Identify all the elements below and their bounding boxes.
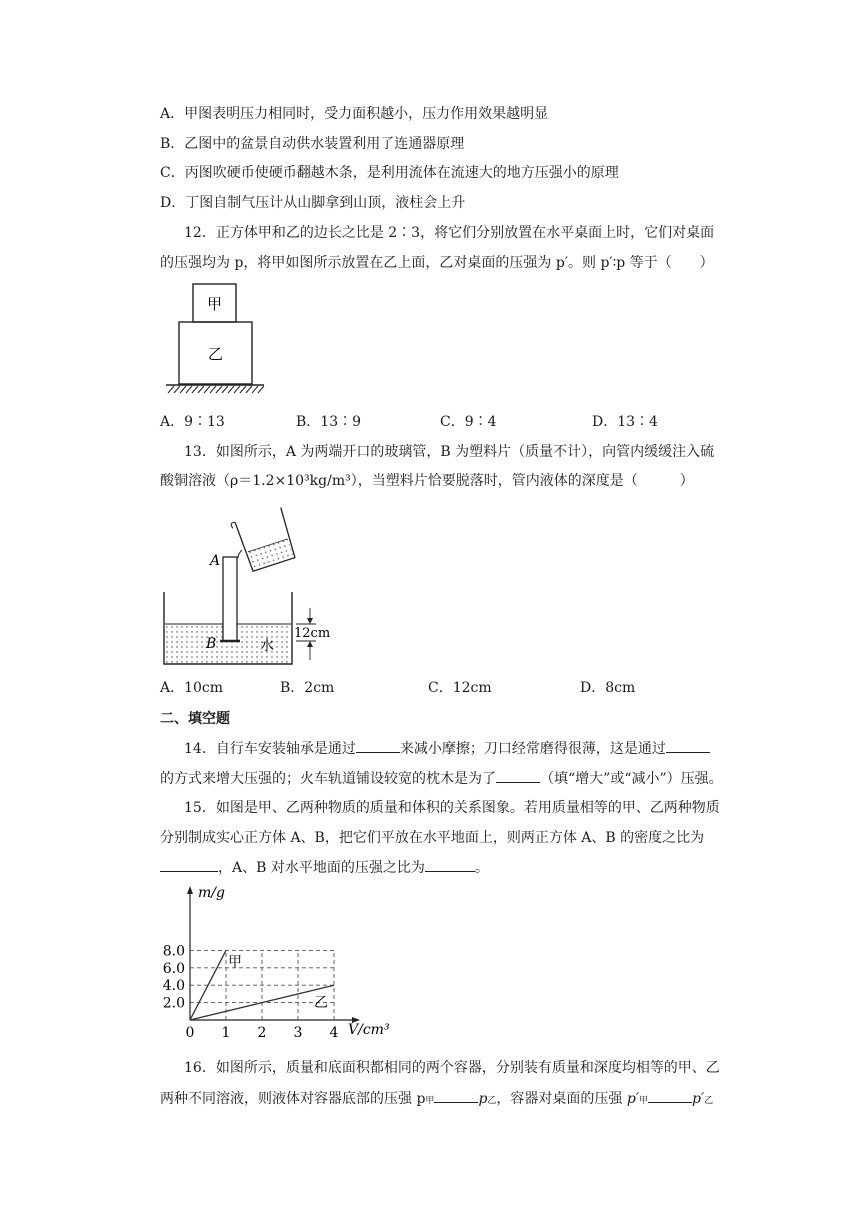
q16-sub-yi-2: 乙 xyxy=(704,1096,714,1106)
glass-tube xyxy=(223,557,237,641)
q16-text-1: 两种不同溶液，则液体对容器底部的压强 p xyxy=(160,1091,426,1107)
q16-sub-jia-2: 甲 xyxy=(639,1096,649,1106)
x-axis-label: V/cm³ xyxy=(348,1022,390,1038)
q13-options xyxy=(160,678,720,698)
q14-blank-3[interactable] xyxy=(496,768,540,783)
q16-blank-2[interactable] xyxy=(648,1088,692,1103)
q14-line1 xyxy=(184,738,710,759)
q13-option-b: B．2cm xyxy=(280,680,335,696)
y-tick-label-6.0: 6.0 xyxy=(162,960,185,977)
q11-option-d: D．丁图自制气压计从山脚拿到山顶，液柱会上升 xyxy=(160,195,466,211)
q15-text-2: 。 xyxy=(474,860,489,876)
q12-option-c: C．9∶4 xyxy=(440,414,497,430)
x-tick-label-3: 3 xyxy=(293,1025,303,1041)
q15-blank-2[interactable] xyxy=(425,857,475,872)
table-hatch xyxy=(168,386,264,393)
label-a: A xyxy=(210,553,221,569)
q12-blocks-figure xyxy=(160,282,270,394)
pour-stream xyxy=(238,550,242,558)
q11-option-c: C．丙图吹硬币使硬币翻越木条，是利用流体在流速大的地方压强小的原理 xyxy=(160,165,619,181)
q12-option-b: B．13∶9 xyxy=(296,414,362,430)
y-axis-arrow xyxy=(187,886,193,894)
y-axis-label: m/g xyxy=(198,885,225,901)
q15-stem-line1: 15．如图是甲、乙两种物质的质量和体积的关系图象。若用质量相等的甲、乙两种物质 xyxy=(184,800,720,816)
q14-text-1: 14．自行车安装轴承是通过 xyxy=(184,741,356,757)
section-title: 二、填空题 xyxy=(160,711,230,727)
q11-option-b: B．乙图中的盆景自动供水装置利用了连通器原理 xyxy=(160,136,465,152)
y-tick-label-4.0: 4.0 xyxy=(162,978,185,995)
mass-volume-chart xyxy=(160,884,400,1044)
q15-stem-line2: 分别制成实心正方体 A、B，把它们平放在水平地面上，则两正方体 A、B 的密度之比为 xyxy=(160,830,705,846)
q16-pprime-jia: p′ xyxy=(626,1091,640,1107)
label-b: B xyxy=(206,636,217,652)
x-tick-label-4: 4 xyxy=(329,1025,339,1041)
block-jia-label: 甲 xyxy=(206,295,223,313)
q15-blank-1[interactable] xyxy=(160,857,218,872)
q14-blank-2[interactable] xyxy=(666,738,710,753)
q14-text-3: 的方式来增大压强的；火车轨道铺设较宽的枕木是为了 xyxy=(160,771,496,787)
q16-blank-1[interactable] xyxy=(434,1088,478,1103)
label-depth: 12cm xyxy=(294,626,330,641)
label-water: 水 xyxy=(260,638,274,654)
q11-option-a: A．甲图表明压力相同时，受力面积越小，压力作用效果越明显 xyxy=(160,106,549,122)
x-tick-label-0: 0 xyxy=(185,1025,195,1041)
q15-line3 xyxy=(160,857,489,878)
q15-text-1: ，A、B 对水平地面的压强之比为 xyxy=(218,860,425,876)
q13-tube-figure xyxy=(160,500,330,670)
q16-sub-jia-1: 甲 xyxy=(425,1096,435,1106)
chart-grid xyxy=(190,950,334,1020)
q12-stem-line1: 12．正方体甲和乙的边长之比是 2∶3，将它们分别放置在水平桌面上时，它们对桌面 xyxy=(184,225,715,241)
block-yi-label: 乙 xyxy=(207,345,224,363)
q12-stem-line2: 的压强均为 p，将甲如图所示放置在乙上面，乙对桌面的压强为 p′。则 p′∶p 等于（ ） xyxy=(160,255,714,271)
q13-stem-line2: 酸铜溶液（ρ＝1.2×10³kg/m³），当塑料片恰要脱落时，管内液体的深度是（ ） xyxy=(160,473,694,489)
chart-ticks xyxy=(163,943,339,1041)
q14-text-4: （填“增大”或“减小”）压强。 xyxy=(540,771,723,787)
q16-line2 xyxy=(160,1088,713,1111)
q16-pprime-yi: p′ xyxy=(692,1091,705,1107)
q14-line2 xyxy=(160,768,723,789)
q12-options xyxy=(160,412,720,432)
x-tick-label-2: 2 xyxy=(257,1025,267,1041)
y-tick-label-8.0: 8.0 xyxy=(162,943,185,960)
series-label-2: 乙 xyxy=(314,995,328,1012)
q13-option-c: C．12cm xyxy=(428,680,492,696)
q16-p-yi: p xyxy=(478,1091,488,1107)
q13-option-d: D．8cm xyxy=(580,680,636,696)
q16-stem-line1: 16．如图所示，质量和底面积都相同的两个容器，分别装有质量和深度均相等的甲、乙 xyxy=(184,1060,720,1076)
x-tick-label-1: 1 xyxy=(221,1025,231,1041)
q13-option-a: A．10cm xyxy=(160,680,224,696)
beaker xyxy=(231,507,297,573)
q12-option-d: D．13∶4 xyxy=(592,414,658,430)
q12-option-a: A．9∶13 xyxy=(160,414,225,430)
series-label-1: 甲 xyxy=(228,954,242,971)
q14-blank-1[interactable] xyxy=(356,738,400,753)
q13-stem-line1: 13．如图所示，A 为两端开口的玻璃管，B 为塑料片（质量不计），向管内缓缓注入硫 xyxy=(184,444,715,460)
q16-sub-yi-1: 乙 xyxy=(487,1096,497,1106)
y-tick-label-2.0: 2.0 xyxy=(162,995,185,1012)
q14-text-2: 来减小摩擦；刀口经常磨得很薄，这是通过 xyxy=(399,741,666,757)
q16-text-2: ，容器对桌面的压强 xyxy=(496,1091,627,1107)
